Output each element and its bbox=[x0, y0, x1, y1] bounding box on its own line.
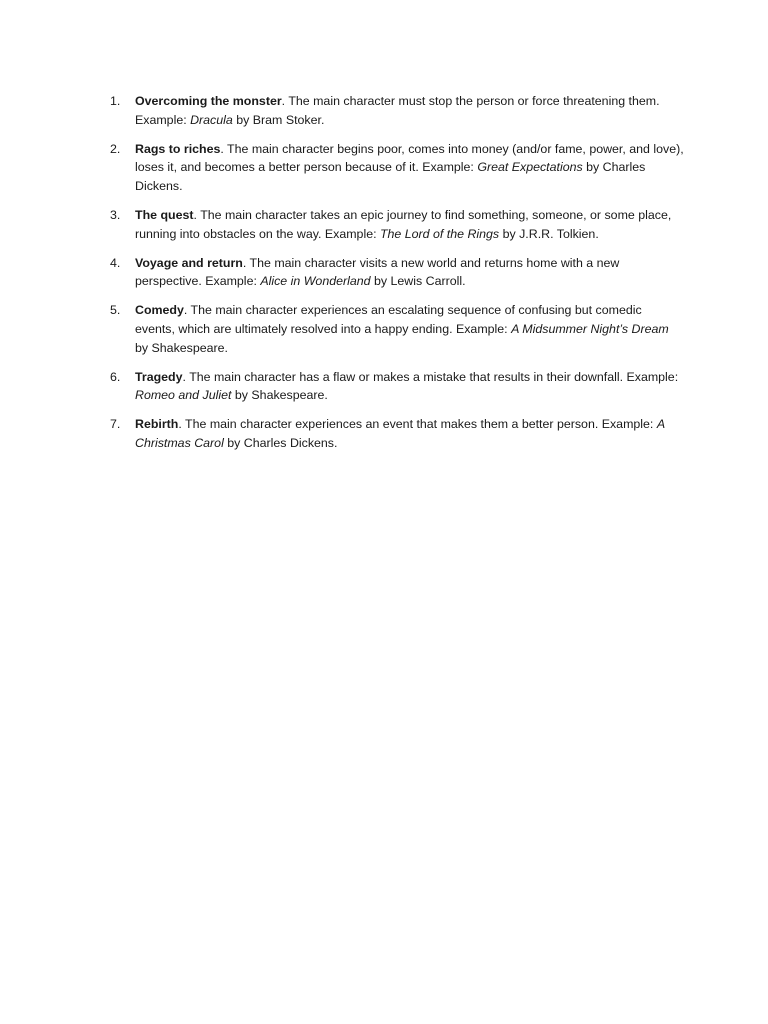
list-item-title: Overcoming the monster bbox=[135, 94, 282, 108]
list-item-title: Voyage and return bbox=[135, 255, 243, 270]
list-item-title: The quest bbox=[135, 207, 194, 222]
list-item-title: Rags to riches bbox=[135, 141, 221, 156]
list-item bbox=[110, 254, 685, 291]
list-item bbox=[110, 206, 685, 243]
plot-type-list bbox=[110, 92, 685, 463]
list-item-author: by Charles Dickens. bbox=[223, 435, 338, 450]
list-item-author: by J.R.R. Tolkien. bbox=[499, 226, 599, 241]
list-item-author: by Shakespeare. bbox=[231, 388, 328, 403]
list-item-title: Tragedy bbox=[135, 369, 183, 384]
list-item-author: by Lewis Carroll. bbox=[370, 274, 466, 289]
list-item-description: . The main character experiences an escalating sequence of confusing but comedic events, which are ultimately resolved into a happy ending. Example: bbox=[135, 303, 642, 336]
list-item-text bbox=[135, 415, 685, 452]
list-item bbox=[110, 92, 685, 129]
list-item-description: . The main character begins poor, comes into money (and/or fame, power, and love), loses it, and becomes a better person because of it. Example: bbox=[135, 141, 684, 175]
list-item-number: 3. bbox=[110, 207, 121, 222]
list-item-work: Alice in Wonderland bbox=[260, 274, 371, 289]
list-item-number: 5. bbox=[110, 303, 121, 318]
list-item-text bbox=[135, 140, 685, 196]
list-item-work: A Midsummer Night’s Dream bbox=[511, 321, 669, 336]
list-item-author: by Shakespeare. bbox=[135, 340, 228, 355]
list-item-text bbox=[135, 368, 685, 405]
list-item-number: 1. bbox=[110, 94, 121, 108]
list-item-text bbox=[135, 206, 685, 243]
list-item bbox=[110, 415, 685, 452]
list-item-author: by Bram Stoker. bbox=[232, 112, 325, 127]
list-item-work: Dracula bbox=[190, 112, 233, 127]
list-item-text bbox=[135, 92, 685, 129]
list-item-text bbox=[135, 254, 685, 291]
list-item-title: Rebirth bbox=[135, 417, 179, 432]
list-item-text bbox=[135, 301, 685, 357]
list-item-description: . The main character takes an epic journey to find something, someone, or some place, running into obstacles on the way. Example: bbox=[135, 207, 672, 241]
list-item bbox=[110, 368, 685, 405]
list-item-work: Great Expectations bbox=[477, 160, 583, 175]
list-item-work: The Lord of the Rings bbox=[379, 226, 500, 241]
list-item-description: . The main character has a flaw or makes a mistake that results in their downfall. Example: bbox=[182, 369, 679, 384]
list-item bbox=[110, 140, 685, 196]
list-item-description: . The main character experiences an event that makes them a better person. Example: bbox=[178, 417, 657, 432]
list-item-number: 2. bbox=[110, 141, 121, 156]
list-item-number: 6. bbox=[110, 369, 121, 384]
list-item-description: . The main character visits a new world and returns home with a new perspective. Example: bbox=[135, 255, 620, 289]
list-item-title: Comedy bbox=[135, 303, 184, 318]
list-item bbox=[110, 301, 685, 357]
list-item-description: . The main character must stop the person or force threatening them. Example: bbox=[135, 94, 660, 127]
list-item-number: 4. bbox=[110, 255, 121, 270]
list-item-work: A Christmas Carol bbox=[135, 417, 665, 450]
list-item-number: 7. bbox=[110, 417, 121, 432]
list-item-author: by Charles Dickens. bbox=[135, 160, 646, 193]
list-item-work: Romeo and Juliet bbox=[135, 388, 232, 403]
